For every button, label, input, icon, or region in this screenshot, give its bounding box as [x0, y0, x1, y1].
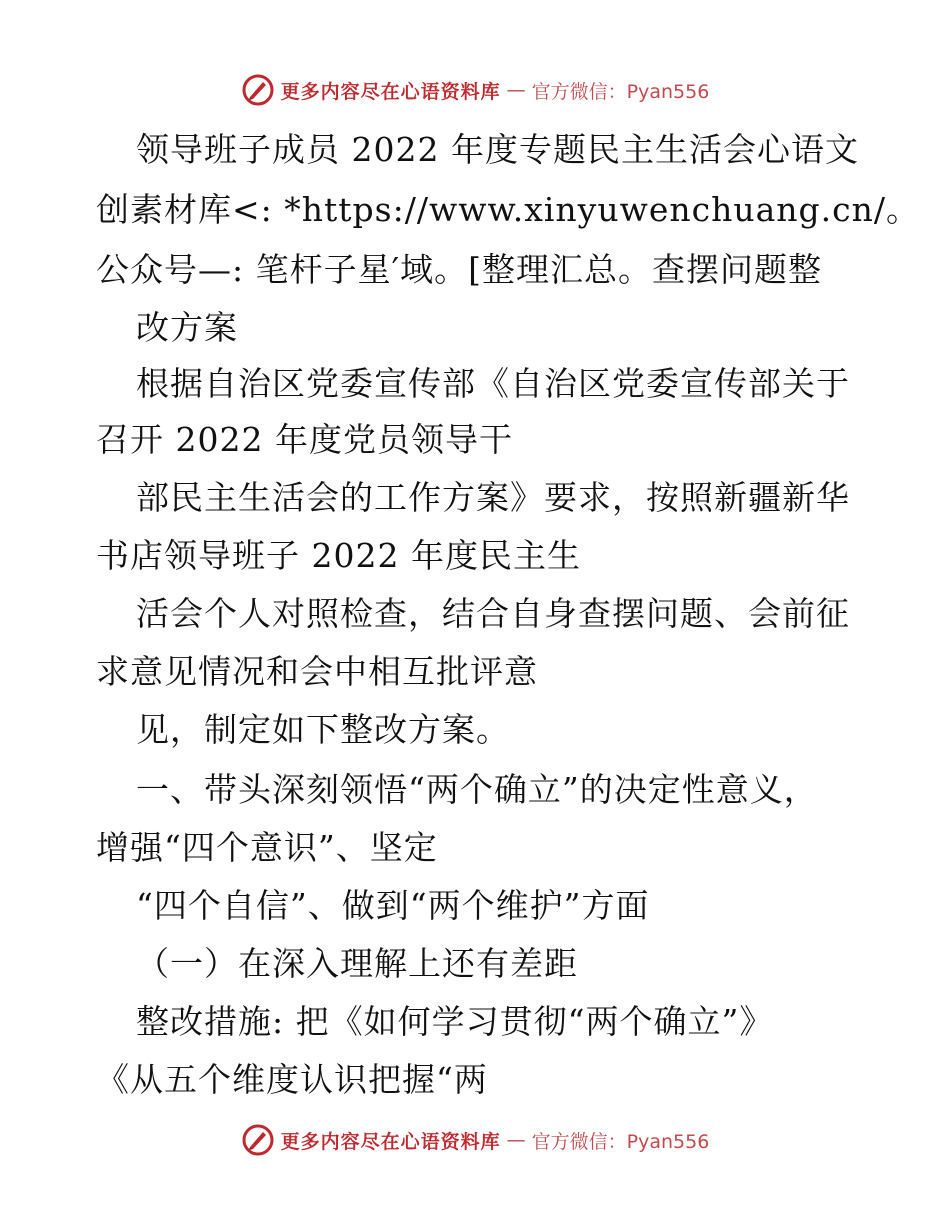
- watermark-banner-bottom: [0, 1120, 950, 1160]
- text-line: “四个自信”、做到“两个维护”方面: [136, 886, 650, 925]
- watermark-banner-top: [0, 70, 950, 110]
- text-line: 见，制定如下整改方案。: [136, 710, 510, 749]
- text-line: 领导班子成员 2022 年度专题民主生活会心语文: [136, 130, 859, 169]
- text-line: 书店领导班子 2022 年度民主生: [96, 536, 581, 575]
- text-line: 召开 2022 年度党员领导干: [96, 420, 513, 459]
- quill-logo-icon: [241, 73, 275, 107]
- text-line: 《从五个维度认识把握“两: [96, 1060, 488, 1099]
- text-line: （一）在深入理解上还有差距: [136, 944, 578, 983]
- text-line: 活会个人对照检查，结合自身查摆问题、会前征: [136, 594, 850, 633]
- text-line: 增强“四个意识”、坚定: [96, 828, 438, 867]
- watermark-separator: —: [506, 79, 526, 101]
- text-line: 一、带头深刻领悟“两个确立”的决定性意义，: [136, 770, 818, 809]
- text-line: 创素材库<: *https://www.xinyuwenchuang.cn/。: [96, 190, 920, 229]
- watermark-brand: 更多内容尽在心语资料库: [280, 80, 501, 103]
- text-line: 部民主生活会的工作方案》要求，按照新疆新华: [136, 478, 850, 517]
- watermark-contact: 官方微信：Pyan556: [531, 1130, 710, 1153]
- watermark-brand: 更多内容尽在心语资料库: [280, 1130, 501, 1153]
- text-line: 改方案: [136, 308, 238, 347]
- watermark-contact: 官方微信：Pyan556: [531, 80, 710, 103]
- text-line: 整改措施: 把《如何学习贯彻“两个确立”》: [136, 1002, 774, 1041]
- quill-logo-icon: [241, 1123, 275, 1157]
- text-line: 求意见情况和会中相互批评意: [96, 652, 538, 691]
- text-line: 根据自治区党委宣传部《自治区党委宣传部关于: [136, 364, 850, 403]
- watermark-separator: —: [506, 1129, 526, 1151]
- text-line: 公众号—: 笔杆子星′域。[整理汇总。查摆问题整: [96, 250, 822, 289]
